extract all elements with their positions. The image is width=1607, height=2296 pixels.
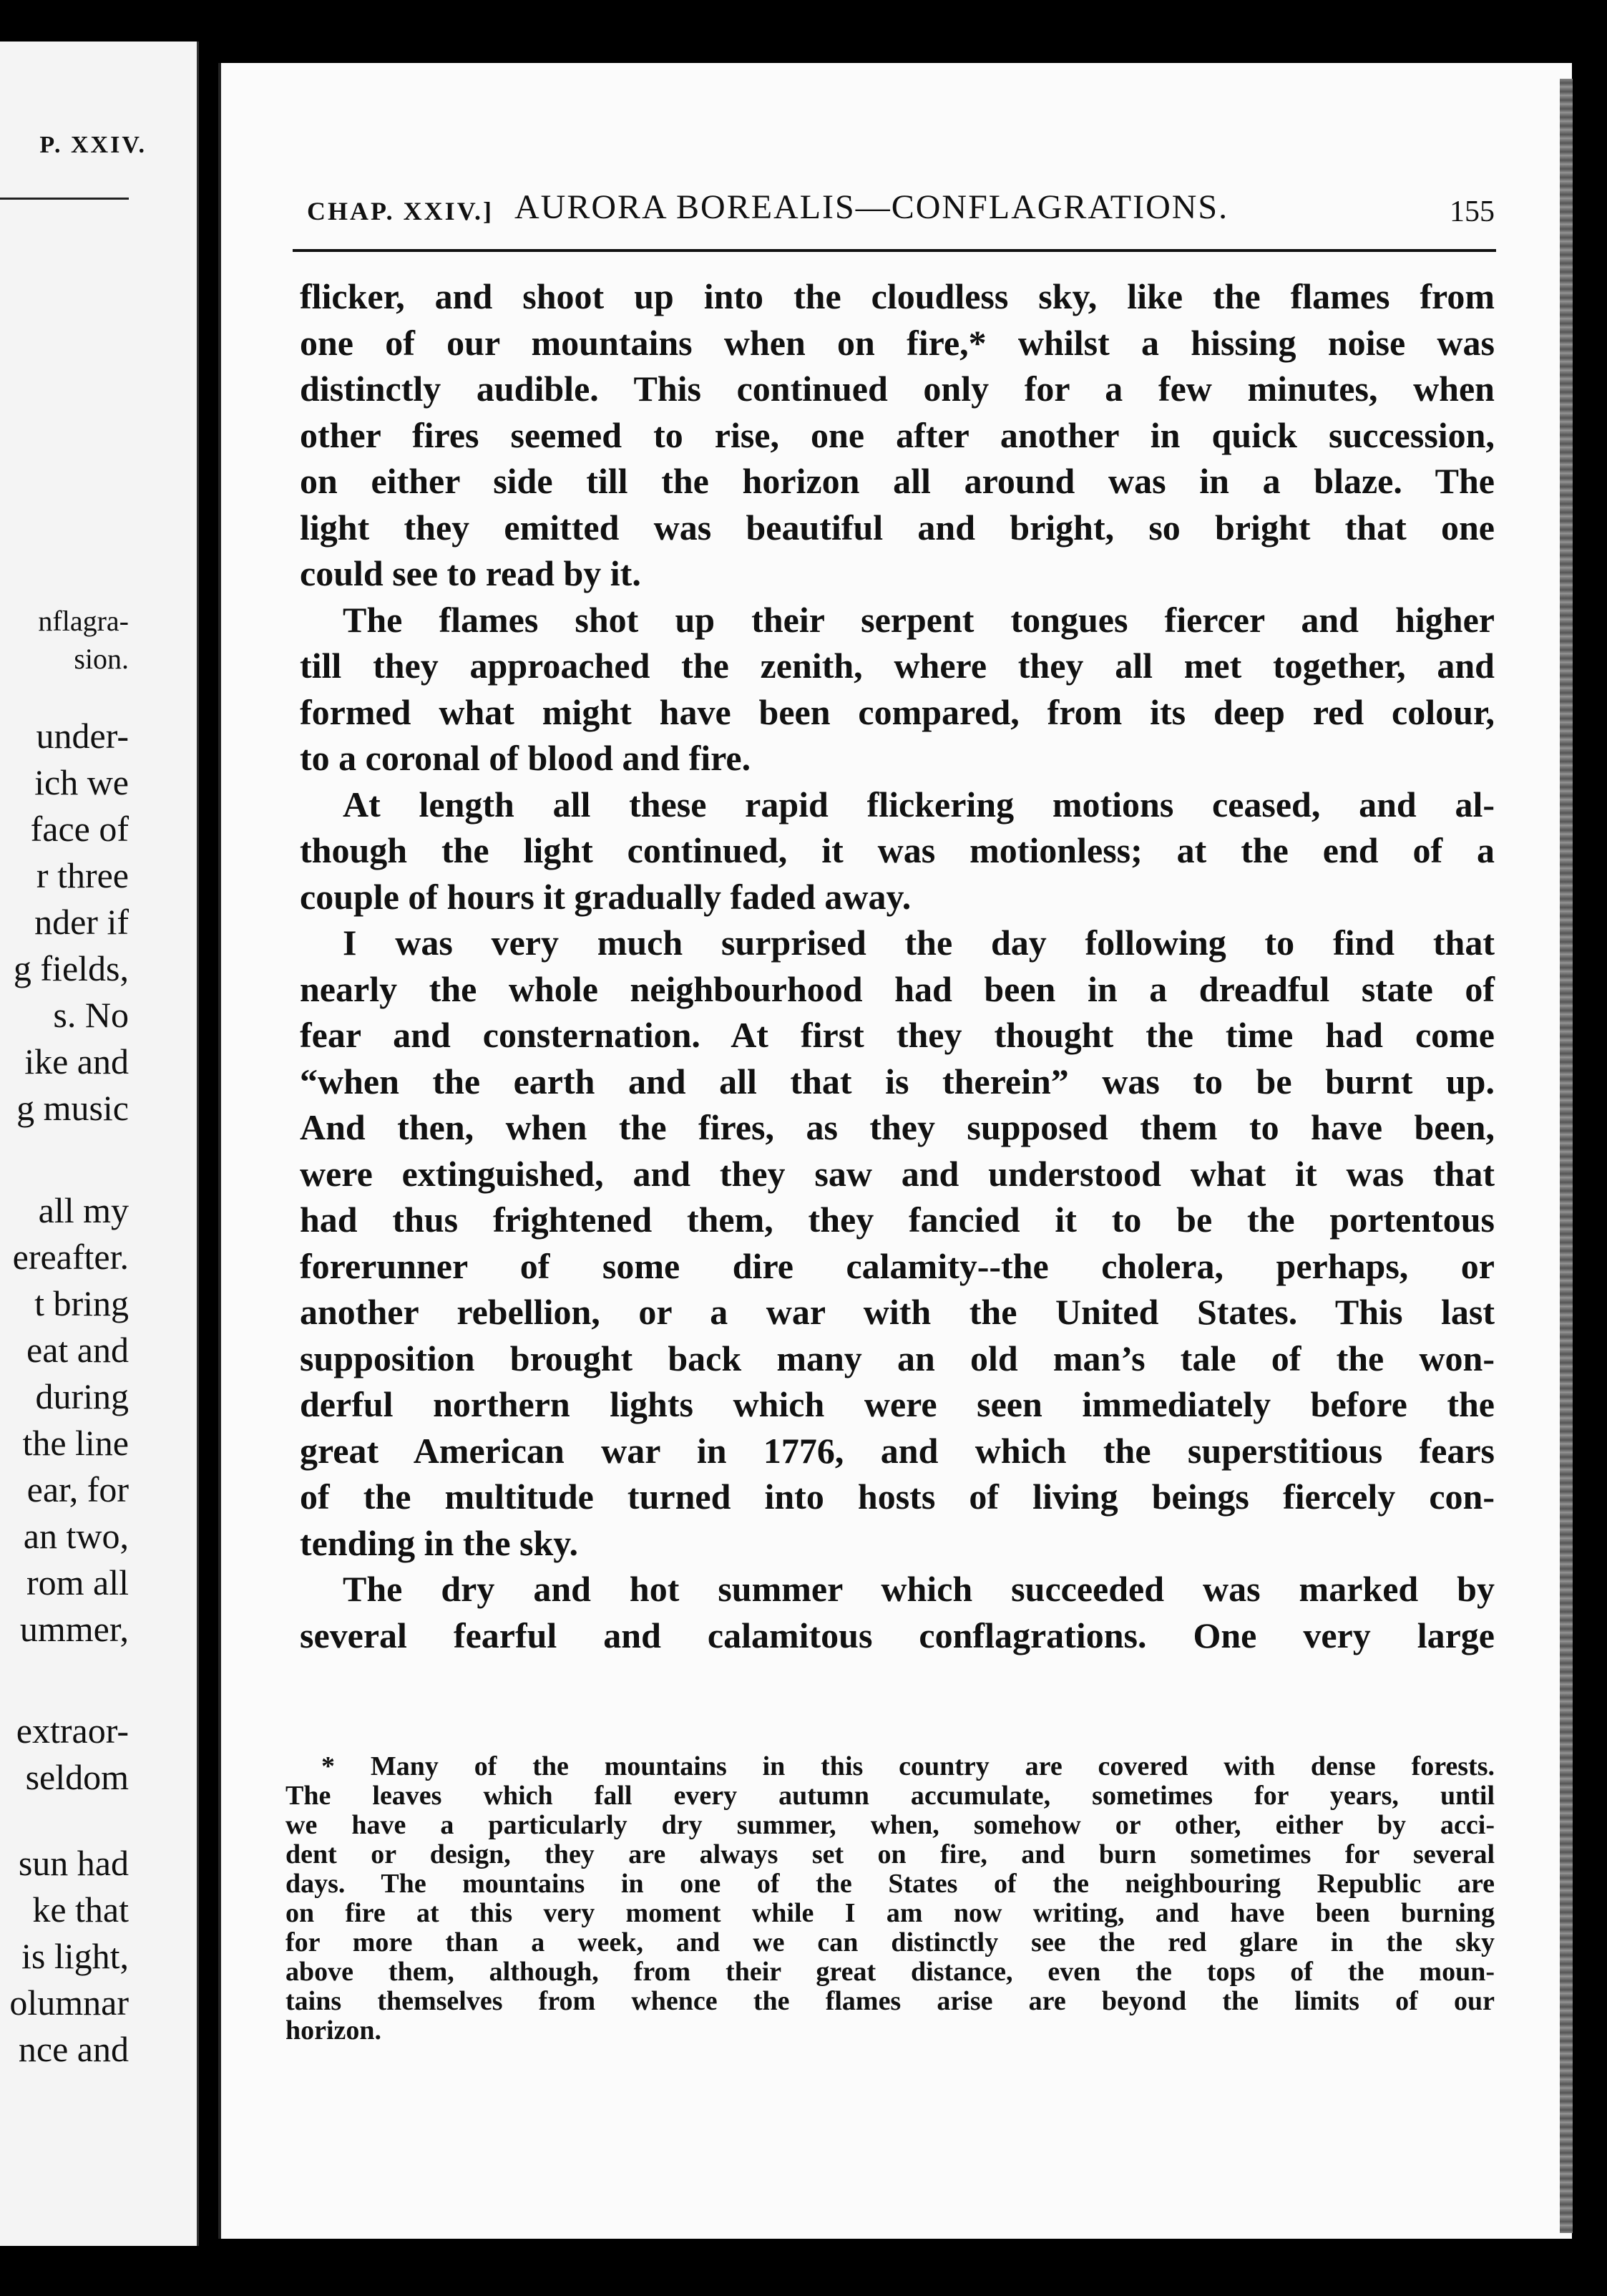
text-line: though the light continued, it was motionless; at the end of a (300, 830, 1495, 870)
text-line: The dry and hot summer which succeeded was marked by (343, 1569, 1495, 1609)
page-number: 155 (1450, 195, 1495, 228)
left-text-fragment: ummer, (19, 1609, 129, 1649)
left-text-fragment: nflagra- (38, 605, 129, 637)
chapter-label: CHAP. XXIV.] (307, 197, 494, 225)
left-text-fragment: all my (38, 1190, 129, 1230)
text-line: fear and consternation. At first they thought the time had come (300, 1015, 1495, 1055)
text-line: were extinguished, and they saw and understood what it was that (300, 1153, 1495, 1194)
text-line: other fires seemed to rise, one after another in quick succession, (300, 414, 1495, 455)
text-line: couple of hours it gradually faded away. (300, 876, 912, 917)
footnote-line: horizon. (285, 2015, 382, 2046)
left-header-rule (0, 198, 129, 200)
footnote-line: dent or design, they are always set on fire, and burn sometimes for several (285, 1839, 1495, 1869)
left-text-fragment: during (35, 1376, 129, 1416)
text-line: to a coronal of blood and fire. (300, 738, 751, 778)
footnote-line: above them, although, from their great distance, even the tops of the moun- (285, 1957, 1495, 1987)
footnote-line: * Many of the mountains in this country are covered with dense forests. (321, 1751, 1495, 1781)
footnote-line: for more than a week, and we can distinctly see the red glare in the sky (285, 1927, 1495, 1957)
left-text-fragment: t bring (34, 1283, 129, 1323)
text-line: The flames shot up their serpent tongues fiercer and higher (343, 599, 1495, 640)
text-line: I was very much surprised the day following to find that (343, 923, 1495, 963)
footnote-line: days. The mountains in one of the States of the neighbouring Republic are (285, 1869, 1495, 1899)
text-line: nearly the whole neighbourhood had been in a dreadful state of (300, 968, 1495, 1009)
text-line: And then, when the fires, as they supposed them to have been, (300, 1107, 1495, 1147)
text-line: another rebellion, or a war with the United States. This last (300, 1292, 1495, 1332)
text-line: tending in the sky. (300, 1522, 579, 1563)
left-text-fragment: sion. (74, 643, 129, 675)
text-line: “when the earth and all that is therein” was to be burnt up. (300, 1061, 1495, 1101)
left-text-fragment: face of (30, 809, 129, 849)
footnote (285, 1752, 1495, 2046)
left-text-fragment: olumnar (9, 1983, 129, 2023)
left-text-fragment: nce and (18, 2029, 129, 2069)
book-page (218, 63, 1572, 2239)
left-facing-page (0, 42, 199, 2246)
text-line: great American war in 1776, and which the superstitious fears (300, 1430, 1495, 1471)
left-text-fragment: ear, for (26, 1469, 129, 1509)
left-text-fragment: nder if (34, 902, 129, 942)
left-text-fragment: g fields, (13, 948, 129, 988)
left-text-fragment: ke that (32, 1889, 129, 1930)
left-text-fragment: g music (16, 1088, 129, 1128)
text-line: forerunner of some dire calamity--the cholera, perhaps, or (300, 1245, 1495, 1286)
header-rule (293, 249, 1496, 252)
text-line: supposition brought back many an old man’s tale of the won- (300, 1338, 1495, 1378)
text-line: light they emitted was beautiful and bright, so bright that one (300, 507, 1495, 548)
left-text-fragment: rom all (26, 1562, 129, 1602)
left-text-fragment: an two, (23, 1516, 129, 1556)
text-line: flicker, and shoot up into the cloudless sky, like the flames from (300, 276, 1495, 316)
left-text-fragment: the line (22, 1423, 129, 1463)
left-text-fragment: ereafter. (12, 1237, 129, 1277)
text-line: till they approached the zenith, where they all met together, and (300, 646, 1495, 686)
left-text-fragment: ich we (34, 762, 129, 802)
left-text-fragment: s. No (53, 995, 129, 1035)
footnote-line: The leaves which fall every autumn accumulate, sometimes for years, until (285, 1781, 1495, 1811)
left-text-fragment: seldom (25, 1757, 129, 1797)
text-line: could see to read by it. (300, 553, 641, 593)
left-text-fragment: under- (36, 716, 129, 756)
body-text (300, 273, 1495, 1658)
running-head (307, 188, 1495, 238)
left-text-fragment: eat and (26, 1330, 129, 1370)
footnote-line: we have a particularly dry summer, when, somehow or other, either by acci- (285, 1810, 1495, 1840)
text-line: formed what might have been compared, from its deep red colour, (300, 691, 1495, 732)
footnote-line: on fire at this very moment while I am now writing, and have been burning (285, 1898, 1495, 1928)
page-title: AURORA BOREALIS—CONFLAGRATIONS. (514, 188, 1229, 226)
left-text-fragment: r three (36, 855, 129, 895)
left-text-fragment: extraor- (16, 1711, 129, 1751)
text-line: on either side till the horizon all around was in a blaze. The (300, 461, 1495, 501)
text-line: several fearful and calamitous conflagrations. One very large (300, 1615, 1495, 1655)
footnote-line: tains themselves from whence the flames arise are beyond the limits of our (285, 1986, 1495, 2016)
text-line: one of our mountains when on fire,* whilst a hissing noise was (300, 322, 1495, 363)
text-line: had thus frightened them, they fancied it to be the portentous (300, 1200, 1495, 1240)
left-text-fragment: sun had (18, 1843, 129, 1883)
text-line: of the multitude turned into hosts of living beings fiercely con- (300, 1477, 1495, 1517)
left-text-fragment: ike and (24, 1041, 129, 1081)
left-text-fragment: is light, (21, 1936, 129, 1976)
text-line: derful northern lights which were seen immediately before the (300, 1384, 1495, 1424)
left-header-fragment: P. XXIV. (39, 132, 147, 158)
text-line: distinctly audible. This continued only for a few minutes, when (300, 369, 1495, 409)
page-edge (1560, 79, 1573, 2233)
text-line: At length all these rapid flickering motions ceased, and al- (343, 784, 1495, 824)
